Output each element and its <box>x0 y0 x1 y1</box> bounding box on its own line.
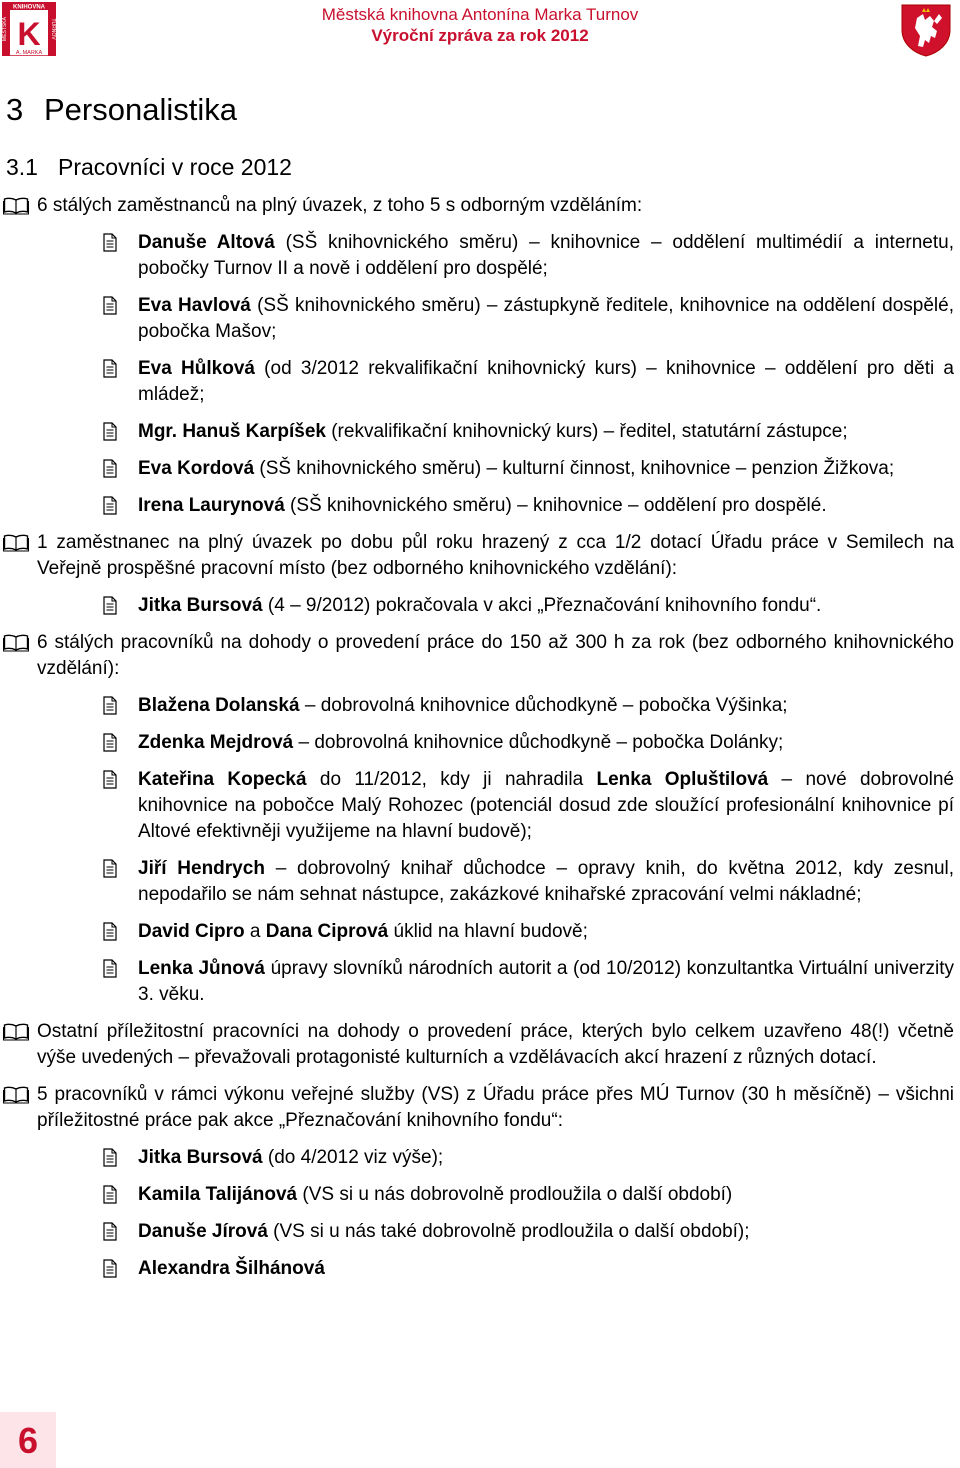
list-item: Eva Hůlková (od 3/2012 rekvalifikační knihovnický kurs) – knihovnice – oddělení pro děti a mládež; <box>0 356 960 408</box>
list-item: Eva Havlová (SŠ knihovnického směru) – zástupkyně ředitele, knihovnice na oddělení dospělé, pobočka Mašov; <box>0 293 960 345</box>
list-item: 1 zaměstnanec na plný úvazek po dobu půl roku hrazený z cca 1/2 dotací Úřadu práce v Semilech na Veřejně prospěšné pracovní místo (bez odborného knihovnického vzdělání): <box>0 530 960 582</box>
document-icon <box>103 596 117 615</box>
list-item: Zdenka Mejdrová – dobrovolná knihovnice důchodkyně – pobočka Dolánky; <box>0 730 960 756</box>
document-icon <box>103 733 117 752</box>
page-number-box <box>0 1412 56 1468</box>
document-icon <box>103 296 117 315</box>
svg-text:TURNOV: TURNOV <box>50 18 56 40</box>
list-item: Danuše Jírová (VS si u nás také dobrovolně prodloužila o další období); <box>0 1219 960 1245</box>
page-number: 6 <box>17 1420 39 1461</box>
list-item: David Cipro a Dana Ciprová úklid na hlavní budově; <box>0 919 960 945</box>
list-item: Kateřina Kopecká do 11/2012, kdy ji nahradila Lenka Opluštilová – nové dobrovolné knihovnice na pobočce Malý Rohozec (potenciál dosud zde sloužící profesionální knihovnice pí Altové efektivněji využijeme na hlavní budově); <box>0 767 960 845</box>
svg-text:MĚSTSKÁ: MĚSTSKÁ <box>2 17 8 41</box>
document-icon <box>103 422 117 441</box>
list-item: Eva Kordová (SŠ knihovnického směru) – kulturní činnost, knihovnice – penzion Žižkova; <box>0 456 960 482</box>
document-icon <box>103 359 117 378</box>
document-icon <box>103 959 117 978</box>
chapter-heading: 3 Personalistika <box>6 92 237 127</box>
open-book-icon <box>3 197 29 215</box>
header-report-title: Výroční zpráva za rok 2012 <box>371 26 589 45</box>
open-book-icon <box>3 534 29 552</box>
document-icon <box>103 1259 117 1278</box>
list-item: 6 stálých zaměstnanců na plný úvazek, z toho 5 s odborným vzděláním: <box>0 193 960 219</box>
document-icon <box>103 1148 117 1167</box>
section-heading: 3.1 Pracovníci v roce 2012 <box>6 154 292 180</box>
list-item: Danuše Altová (SŠ knihovnického směru) – knihovnice – oddělení multimédií a internetu, pobočky Turnov II a nově i oddělení pro dospělé; <box>0 230 960 282</box>
header-titles <box>200 4 760 46</box>
header-institution: Městská knihovna Antonína Marka Turnov <box>321 5 639 24</box>
open-book-icon <box>3 634 29 652</box>
list-item: Alexandra Šilhánová <box>0 1256 960 1282</box>
list-item: Jiří Hendrych – dobrovolný knihař důchodce – opravy knih, do května 2012, kdy zesnul, nepodařilo se nám sehnat nástupce, zakázkové knihařské zpracování velmi nákladné; <box>0 856 960 908</box>
list-item: Lenka Jůnová úpravy slovníků národních autorit a (od 10/2012) konzultantka Virtuální univerzity 3. věku. <box>0 956 960 1008</box>
open-book-icon <box>3 1086 29 1104</box>
document-icon <box>103 696 117 715</box>
document-icon <box>103 770 117 789</box>
library-logo-icon <box>2 2 56 56</box>
list-item: 6 stálých pracovníků na dohody o provedení práce do 150 až 300 h za rok (bez odborného knihovnického vzdělání): <box>0 630 960 682</box>
svg-text:A. MARKA: A. MARKA <box>15 50 43 56</box>
list-item: Jitka Bursová (4 – 9/2012) pokračovala v akci „Přeznačování knihovního fondu“. <box>0 593 960 619</box>
svg-text:KNIHOVNA: KNIHOVNA <box>12 4 46 11</box>
page-header <box>0 0 960 62</box>
svg-text:K: K <box>17 16 41 52</box>
list-item: Kamila Talijánová (VS si u nás dobrovolně prodloužila o další období) <box>0 1182 960 1208</box>
list-item: Irena Laurynová (SŠ knihovnického směru) – knihovnice – oddělení pro dospělé. <box>0 493 960 519</box>
list-item: Mgr. Hanuš Karpíšek (rekvalifikační knihovnický kurs) – ředitel, statutární zástupce; <box>0 419 960 445</box>
list-item: 5 pracovníků v rámci výkonu veřejné služby (VS) z Úřadu práce přes MÚ Turnov (30 h měsíčně) – všichni příležitostné práce pak akce „Přeznačování knihovního fondu“: <box>0 1082 960 1134</box>
list-item: Jitka Bursová (do 4/2012 viz výše); <box>0 1145 960 1171</box>
document-icon <box>103 1185 117 1204</box>
list-item: Blažena Dolanská – dobrovolná knihovnice důchodkyně – pobočka Výšinka; <box>0 693 960 719</box>
document-icon <box>103 859 117 878</box>
document-icon <box>103 922 117 941</box>
document-icon <box>103 459 117 478</box>
document-icon <box>103 496 117 515</box>
document-icon <box>103 233 117 252</box>
document-icon <box>103 1222 117 1241</box>
open-book-icon <box>3 1023 29 1041</box>
czech-lion-crest-icon <box>898 2 954 58</box>
staff-content <box>0 193 960 1282</box>
list-item: Ostatní příležitostní pracovníci na dohody o provedení práce, kterých bylo celkem uzavřeno 48(!) včetně výše uvedených – převažovali protagonisté kulturních a vzdělávacích akcí hrazení z různých dotací. <box>0 1019 960 1071</box>
